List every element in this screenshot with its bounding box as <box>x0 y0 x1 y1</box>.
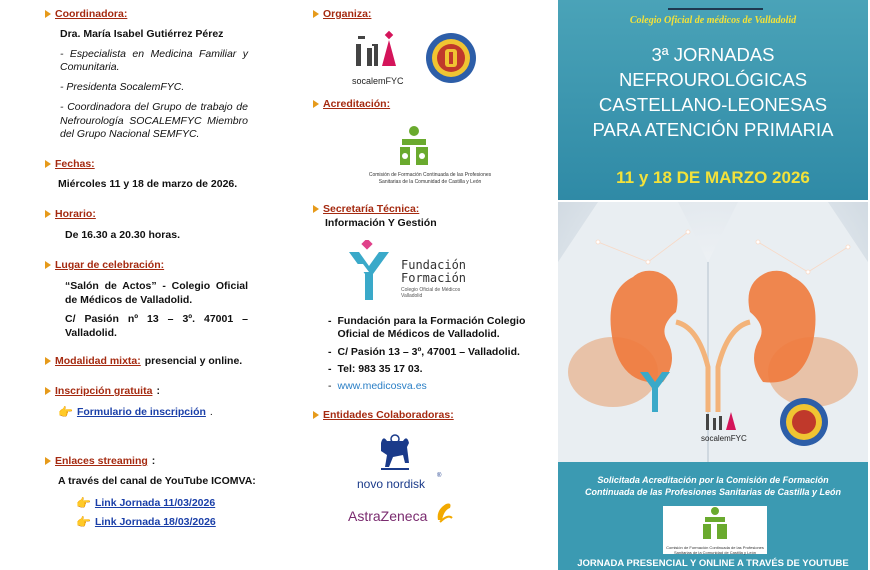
accreditation-notice <box>558 474 868 498</box>
colaboradoras-heading: Entidades Colaboradoras: <box>313 409 454 421</box>
arrow-bullet-icon <box>313 205 319 213</box>
apis-bull-icon <box>373 433 417 477</box>
accreditation-logo-box <box>663 506 767 554</box>
header-rule <box>668 8 763 10</box>
fundacion-formacion-icon <box>345 240 393 302</box>
organiza-heading: Organiza: <box>313 8 371 20</box>
fundacion-small-1: Colegio Oficial de Médicos <box>401 287 461 293</box>
astrazeneca-swirl-icon <box>434 500 454 524</box>
cover-panel <box>558 0 868 570</box>
accreditation-caption-2: Sanitarias de la Comunidad de Castilla y León <box>378 179 482 185</box>
streaming-link-2[interactable]: Link Jornada 18/03/2026 <box>94 516 216 528</box>
fundacion-small-2: Valladolid <box>401 293 423 299</box>
coordinadora-item-1: - Especialista en Medicina Familiar y Comunitaria. <box>60 48 248 73</box>
socalemfyc-logo-icon <box>352 30 402 70</box>
fundacion-formacion-logo <box>345 240 485 305</box>
socalemfyc-label: socalemFYC <box>352 76 404 86</box>
registered-mark: ® <box>437 473 442 479</box>
title-line-3: CASTELLANO-LEONESAS <box>598 94 828 115</box>
photo-socalem-label: socalemFYC <box>701 434 747 443</box>
modalidad-text: presencial y online. <box>144 355 243 367</box>
arrow-bullet-icon <box>313 10 319 18</box>
secretaria-heading: Secretaría Técnica: <box>313 203 419 215</box>
college-name: Colegio Oficial de médicos de Valladolid <box>629 15 797 26</box>
horario-heading: Horario: <box>45 208 96 220</box>
accreditation-logo <box>350 125 510 185</box>
title-line-2: NEFROUROLÓGICAS <box>618 69 808 90</box>
secretaria-item-2: - C/ Pasión 13 – 3º, 47001 – Valladolid. <box>328 346 520 358</box>
novo-nordisk-wordmark: novo nordisk <box>357 477 426 491</box>
astrazeneca-wordmark: AstraZeneca <box>348 508 428 524</box>
novo-nordisk-logo <box>355 433 445 493</box>
horario-text: De 16.30 a 20.30 horas. <box>65 229 180 241</box>
college-seal-logo <box>425 32 477 84</box>
fechas-text: Miércoles 11 y 18 de marzo de 2026. <box>58 178 238 190</box>
arrow-bullet-icon <box>45 457 51 465</box>
pointing-hand-icon: 👉 <box>76 496 91 510</box>
accreditation-line-2: Continuada de las Profesiones Sanitarias de Castilla y León <box>584 487 842 497</box>
web-link[interactable]: www.medicosva.es <box>337 380 427 392</box>
inscripcion-form-link[interactable]: Formulario de inscripción <box>76 406 206 418</box>
streaming-link-row-2 <box>76 515 216 529</box>
arrow-bullet-icon <box>45 357 51 365</box>
secretaria-item-3: - Tel: 983 35 17 03. <box>328 363 423 375</box>
coordinadora-item-3: - Coordinadora del Grupo de trabajo de Nefrourología SOCALEMFYC Miembro del Grupo Nacional SEMFYC. <box>60 101 248 140</box>
title-line-4: PARA ATENCIÓN PRIMARIA <box>592 119 834 140</box>
coordinadora-item-2: - Presidenta SocalemFYC. <box>60 81 185 93</box>
arrow-bullet-icon <box>45 210 51 218</box>
fundacion-word: Fundación <box>401 258 467 272</box>
streaming-link-1[interactable]: Link Jornada 11/03/2026 <box>94 497 216 509</box>
secretaria-sub: Información Y Gestión <box>325 217 437 229</box>
cover-dates: 11 y 18 DE MARZO 2026 <box>616 168 810 187</box>
inscripcion-row: 👉 Formulario de inscripción . <box>58 405 213 419</box>
pointing-hand-icon: 👉 <box>76 515 91 529</box>
inscripcion-heading: Inscripción gratuita : <box>45 385 160 397</box>
cover-footer-text: JORNADA PRESENCIAL Y ONLINE A TRAVÉS DE YOUTUBE <box>577 558 849 569</box>
acreditacion-heading: Acreditación: <box>313 98 390 110</box>
arrow-bullet-icon <box>313 100 319 108</box>
accreditation-caption-1: Comisión de Formación Continuada de las Profesiones <box>368 172 492 178</box>
accreditation-logo-icon <box>350 125 510 167</box>
lugar-heading: Lugar de celebración: <box>45 259 164 271</box>
accreditation-line-1: Solicitada Acreditación por la Comisión de Formación <box>597 475 829 485</box>
arrow-bullet-icon <box>313 411 319 419</box>
streaming-heading: Enlaces streaming : <box>45 455 155 467</box>
arrow-bullet-icon <box>45 160 51 168</box>
modalidad-heading: Modalidad mixta: presencial y online. <box>45 355 242 367</box>
logo-caption-2: Sanitarias de la Comunidad de Castilla y León <box>673 550 757 555</box>
coordinadora-heading: Coordinadora: <box>45 8 127 20</box>
logo-caption-1: Comisión de Formación Continuada de las Profesiones <box>666 545 764 550</box>
astrazeneca-logo <box>348 500 458 528</box>
pointing-hand-icon: 👉 <box>58 405 73 419</box>
secretaria-web: - www.medicosva.es <box>328 380 427 392</box>
streaming-text: A través del canal de YouTube ICOMVA: <box>58 475 256 487</box>
fechas-heading: Fechas: <box>45 158 95 170</box>
cover-title <box>558 42 868 142</box>
streaming-link-row-1 <box>76 496 215 510</box>
college-seal-icon <box>425 32 477 84</box>
kidneys-illustration-icon <box>558 202 868 462</box>
arrow-bullet-icon <box>45 261 51 269</box>
coordinadora-name: Dra. María Isabel Gutiérrez Pérez <box>60 28 224 40</box>
secretaria-item-1: - Fundación para la Formación Colegio Oficial de Médicos de Valladolid. <box>328 315 526 340</box>
arrow-bullet-icon <box>45 387 51 395</box>
lugar-text-1: “Salón de Actos” - Colegio Oficial de Médicos de Valladolid. <box>65 280 248 306</box>
arrow-bullet-icon <box>45 10 51 18</box>
socalemfyc-logo <box>352 30 402 85</box>
formacion-word: Formación <box>401 271 467 285</box>
title-line-1: 3ª JORNADAS <box>651 44 775 65</box>
accreditation-logo-small-icon <box>663 506 767 540</box>
kidney-photo <box>558 202 868 462</box>
lugar-text-2: C/ Pasión nº 13 – 3º. 47001 – Valladolid. <box>65 313 248 339</box>
